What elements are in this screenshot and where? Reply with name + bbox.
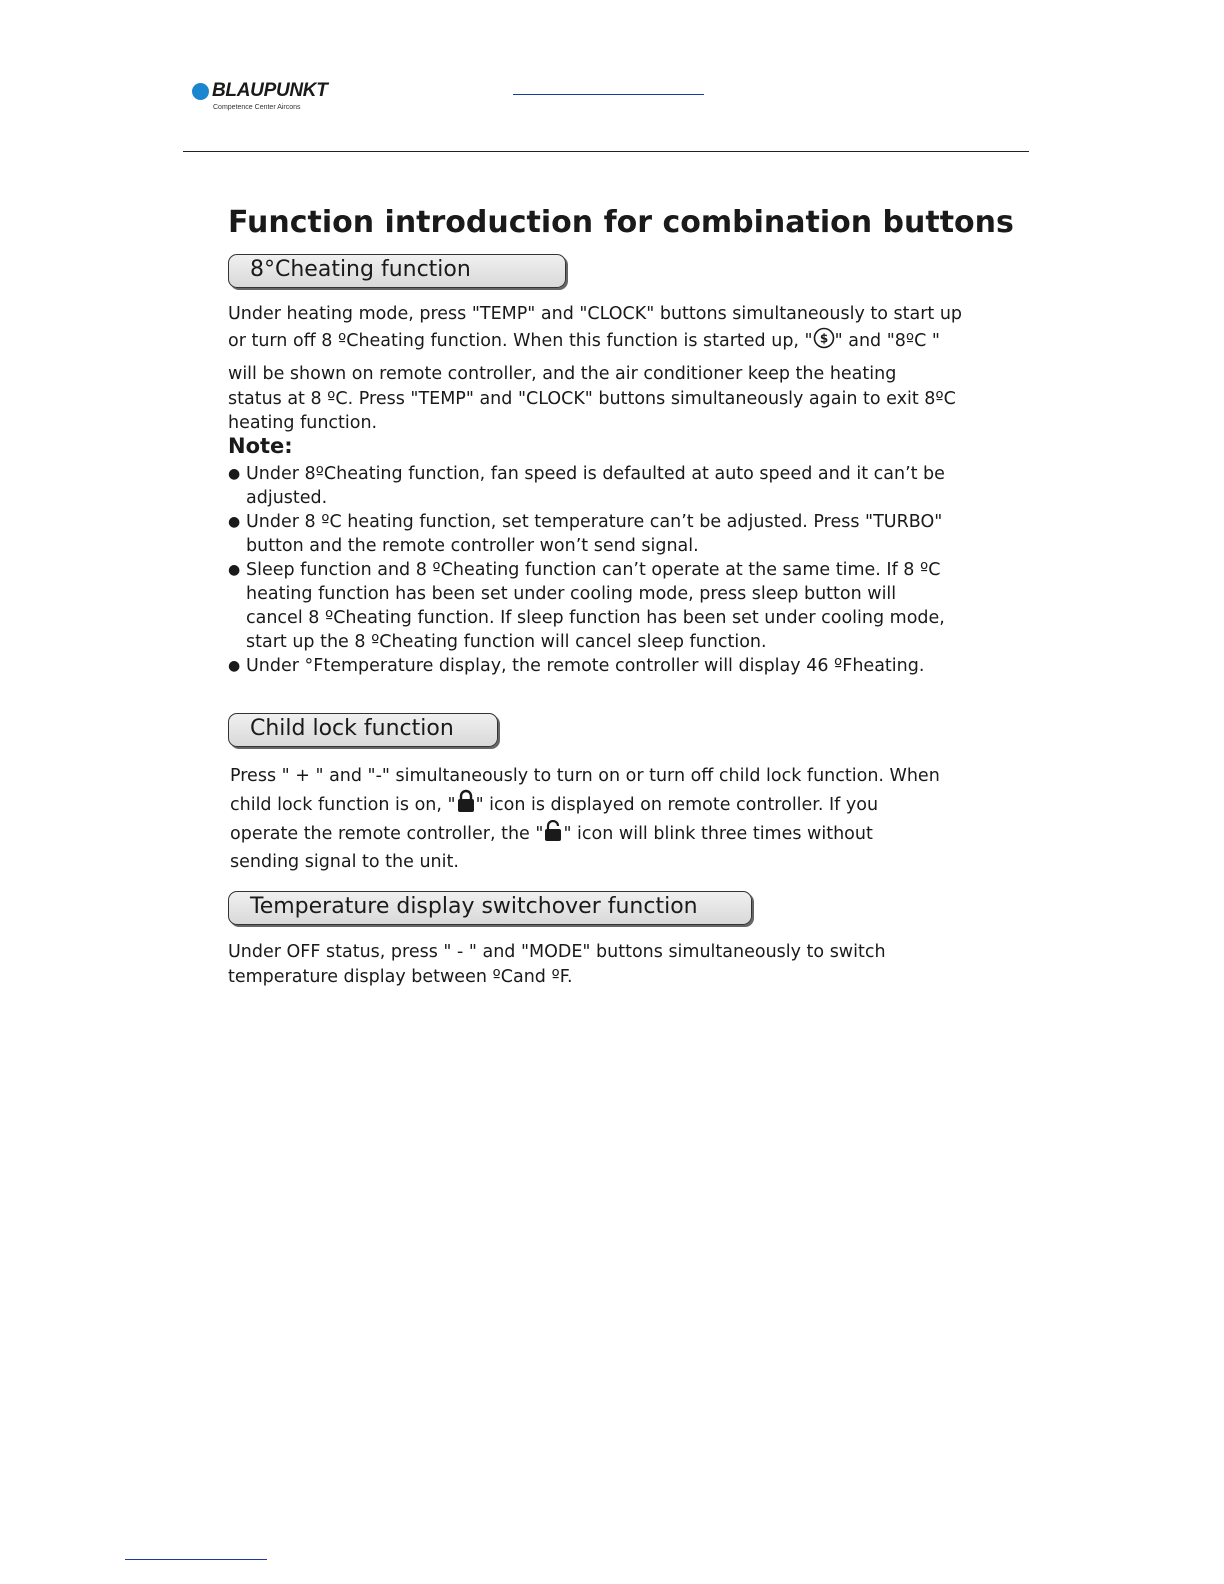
footer-link-underline	[125, 1559, 267, 1560]
heating-line-2b: " and "8ºC "	[834, 330, 940, 351]
logo-dot-icon	[192, 83, 209, 100]
child-lock-line-4: sending signal to the unit.	[230, 851, 459, 872]
page-title: Function introduction for combination buttons	[228, 205, 1014, 240]
note-4-line-1: ● Under °Ftemperature display, the remote controller will display 46 ºFheating.	[246, 656, 925, 676]
header-divider	[183, 151, 1029, 152]
note-list	[228, 462, 945, 678]
heating-line-3: will be shown on remote controller, and the air conditioner keep the heating	[228, 364, 897, 384]
child-lock-line-2a: child lock function is on, "	[230, 794, 456, 815]
heating-line-1: Under heating mode, press "TEMP" and "CLOCK" buttons simultaneously to start up	[228, 304, 963, 324]
lock-open-icon	[543, 820, 563, 850]
lock-closed-icon	[456, 789, 476, 821]
note-item-4	[228, 654, 945, 678]
section-heading-heating: 8°Cheating function	[228, 254, 566, 288]
child-lock-description	[230, 764, 940, 874]
note-2-line-1: ● Under 8 ºC heating function, set temperature can’t be adjusted. Press "TURBO"	[246, 512, 943, 532]
note-1-line-1: ● Under 8ºCheating function, fan speed is defaulted at auto speed and it can’t be	[246, 464, 945, 484]
note-3-line-1: ● Sleep function and 8 ºCheating function can’t operate at the same time. If 8 ºC	[246, 560, 941, 580]
child-lock-line-2	[230, 789, 940, 821]
brand-name: BLAUPUNKT	[212, 80, 328, 101]
temp-display-description	[228, 940, 886, 989]
child-lock-line-3b: " icon will blink three times without	[563, 824, 873, 844]
note-item-3	[228, 558, 945, 654]
heating-line-2	[228, 327, 962, 357]
heating-line-4: status at 8 ºC. Press "TEMP" and "CLOCK" buttons simultaneously again to exit 8ºC	[228, 388, 956, 409]
note-item-1	[228, 462, 945, 510]
temp-display-line-2: temperature display between ºCand ºF.	[228, 966, 573, 987]
child-lock-line-2b: " icon is displayed on remote controller. If you	[475, 794, 879, 815]
heating-description	[228, 302, 962, 436]
brand-logo	[192, 80, 328, 111]
note-heading: Note:	[228, 434, 293, 458]
note-1-line-2: adjusted.	[246, 488, 328, 508]
section-heading-child-lock: Child lock function	[228, 713, 498, 747]
child-lock-line-1: Press " + " and "-" simultaneously to turn on or turn off child lock function. When	[230, 766, 940, 786]
heating-line-5: heating function.	[228, 413, 378, 433]
note-3-line-4: start up the 8 ºCheating function will cancel sleep function.	[246, 632, 767, 652]
heat-8c-icon	[813, 327, 835, 357]
temp-display-line-1: Under OFF status, press " - " and "MODE" buttons simultaneously to switch	[228, 942, 886, 962]
header-link-underline	[513, 94, 704, 95]
note-item-2	[228, 510, 945, 558]
note-2-line-2: button and the remote controller won’t send signal.	[246, 536, 699, 556]
brand-subtitle: Competence Center Aircons	[213, 104, 301, 111]
note-3-line-2: heating function has been set under cooling mode, press sleep button will	[246, 584, 897, 604]
child-lock-line-3	[230, 820, 940, 850]
svg-text:$: $	[819, 331, 828, 345]
note-3-line-3: cancel 8 ºCheating function. If sleep function has been set under cooling mode,	[246, 608, 945, 628]
heating-line-2a: or turn off 8 ºCheating function. When this function is started up, "	[228, 330, 813, 351]
logo-row	[192, 80, 328, 102]
child-lock-line-3a: operate the remote controller, the "	[230, 824, 544, 844]
section-heading-temp-display: Temperature display switchover function	[228, 891, 752, 925]
